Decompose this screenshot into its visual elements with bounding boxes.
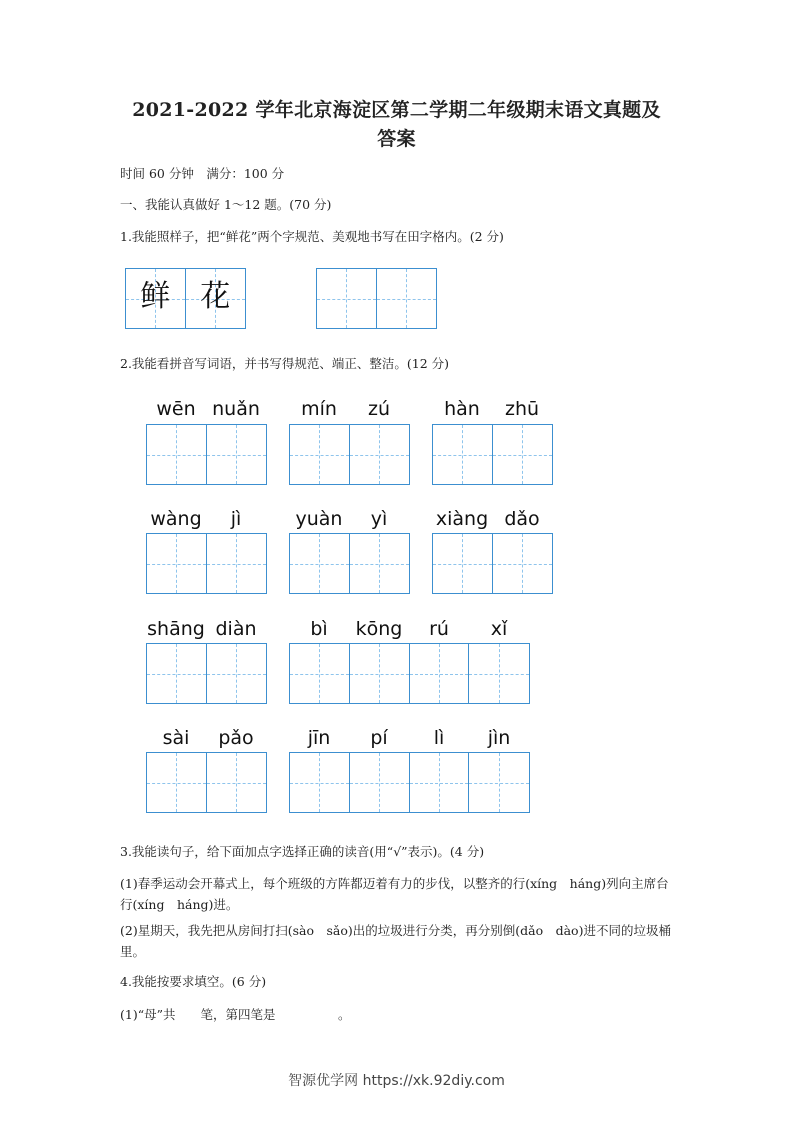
pinyin-label: jīn xyxy=(307,727,331,749)
tianzige-cell[interactable] xyxy=(433,425,493,484)
tianzige-cell[interactable] xyxy=(410,753,470,812)
document-title-line2: 答案 xyxy=(377,128,416,150)
question-4-item-1: (1)“母”共 笔，第四笔是 。 xyxy=(120,1007,351,1022)
pinyin-label: zhū xyxy=(504,398,540,420)
pinyin-label: wēn xyxy=(156,398,196,420)
exam-meta: 时间 60 分钟 满分：100 分 xyxy=(120,166,285,181)
answer-tianzige[interactable] xyxy=(289,533,410,594)
sample-char: 鲜 xyxy=(140,279,171,314)
tianzige-cell[interactable] xyxy=(207,644,267,703)
pinyin-label: zú xyxy=(367,398,390,420)
tianzige-cell[interactable] xyxy=(290,644,350,703)
tianzige-cell[interactable] xyxy=(290,534,350,593)
answer-tianzige[interactable] xyxy=(432,533,553,594)
pinyin-label: pí xyxy=(370,727,388,749)
tianzige-cell[interactable] xyxy=(147,534,207,593)
tianzige-cell[interactable] xyxy=(350,753,410,812)
question-1-text: 1.我能照样子，把“鲜花”两个字规范、美观地书写在田字格内。(2 分) xyxy=(120,229,504,244)
tianzige-cell[interactable] xyxy=(207,753,267,812)
answer-tianzige[interactable] xyxy=(432,424,553,485)
tianzige-cell[interactable] xyxy=(290,425,350,484)
pinyin-label: jìn xyxy=(487,727,511,749)
tianzige-cell[interactable] xyxy=(410,644,470,703)
pinyin-label: yuàn xyxy=(295,508,343,530)
pinyin-label: jì xyxy=(230,508,242,530)
tianzige-cell[interactable] xyxy=(207,425,267,484)
question-3-text: 3.我能读句子，给下面加点字选择正确的读音(用“√”表示)。(4 分) xyxy=(120,844,485,859)
question-2-text: 2.我能看拼音写词语，并书写得规范、端正、整洁。(12 分) xyxy=(120,356,450,371)
tianzige-cell[interactable] xyxy=(469,644,529,703)
tianzige-cell[interactable] xyxy=(433,534,493,593)
tianzige-cell[interactable] xyxy=(147,425,207,484)
sample-char: 花 xyxy=(200,279,231,314)
question-3-item-2: (2)星期天，我先把从房间打扫(sào sǎo)出的垃圾进行分类，再分别倒(dǎo dào)进不同的垃圾桶里。 xyxy=(120,923,671,959)
pinyin-label: sài xyxy=(162,727,190,749)
pinyin-label: rú xyxy=(429,618,449,640)
pinyin-label: xiàng xyxy=(435,508,489,530)
answer-tianzige[interactable] xyxy=(146,752,267,813)
tianzige-cell[interactable] xyxy=(317,269,377,328)
tianzige-cell[interactable] xyxy=(207,534,267,593)
answer-tianzige[interactable] xyxy=(146,533,267,594)
answer-tianzige[interactable] xyxy=(289,643,530,704)
tianzige-cell[interactable] xyxy=(147,644,207,703)
answer-tianzige[interactable] xyxy=(289,424,410,485)
tianzige-cell xyxy=(186,269,246,328)
footer-watermark: 智源优学网 https://xk.92diy.com xyxy=(288,1073,505,1089)
pinyin-label: mín xyxy=(301,398,337,420)
pinyin-label: yì xyxy=(370,508,388,530)
tianzige-cell[interactable] xyxy=(350,644,410,703)
section-heading: 一、我能认真做好 1～12 题。(70 分) xyxy=(120,197,332,212)
answer-tianzige[interactable] xyxy=(146,424,267,485)
question-3-item-1: (1)春季运动会开幕式上，每个班级的方阵都迈着有力的步伐，以整齐的行(xíng háng)列向主席台行(xíng háng)进。 xyxy=(120,876,669,912)
answer-tianzige[interactable] xyxy=(289,752,530,813)
pinyin-label: shāng xyxy=(147,618,205,640)
document-title-line1: 2021-2022 学年北京海淀区第二学期二年级期末语文真题及 xyxy=(132,99,661,121)
question-4-text: 4.我能按要求填空。(6 分) xyxy=(120,974,267,989)
pinyin-label: lì xyxy=(433,727,445,749)
sample-tianzige xyxy=(125,268,246,329)
pinyin-label: hàn xyxy=(444,398,480,420)
tianzige-cell[interactable] xyxy=(147,753,207,812)
tianzige-cell[interactable] xyxy=(493,534,553,593)
pinyin-label: nuǎn xyxy=(212,398,260,420)
tianzige-cell[interactable] xyxy=(350,425,410,484)
pinyin-label: xǐ xyxy=(490,618,508,640)
pinyin-label: diàn xyxy=(215,618,257,640)
answer-tianzige[interactable] xyxy=(146,643,267,704)
tianzige-cell xyxy=(126,269,186,328)
answer-tianzige[interactable] xyxy=(316,268,437,329)
pinyin-label: pǎo xyxy=(218,727,254,749)
tianzige-cell[interactable] xyxy=(469,753,529,812)
tianzige-cell[interactable] xyxy=(290,753,350,812)
pinyin-label: bì xyxy=(310,618,328,640)
pinyin-label: kōng xyxy=(355,618,403,640)
tianzige-cell[interactable] xyxy=(377,269,437,328)
tianzige-cell[interactable] xyxy=(493,425,553,484)
tianzige-cell[interactable] xyxy=(350,534,410,593)
pinyin-label: dǎo xyxy=(504,508,540,530)
pinyin-label: wàng xyxy=(150,508,202,530)
